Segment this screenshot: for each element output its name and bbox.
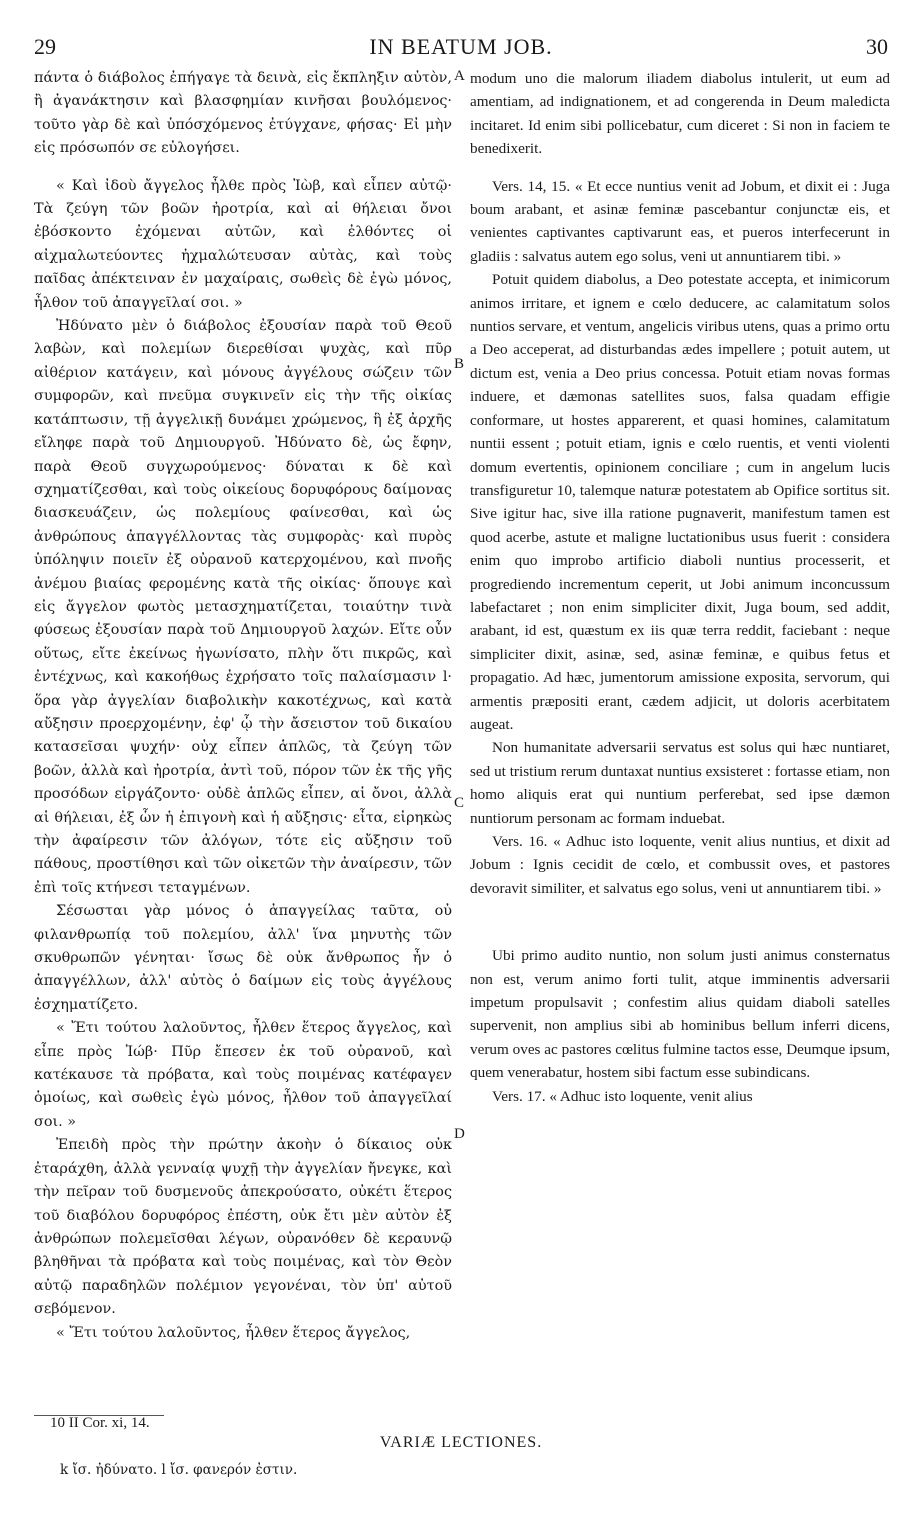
latin-paragraph: Vers. 16. « Adhuc isto loquente, venit alius nuntius, et dixit ad Jobum : Ignis cecidit de cœlo, et combussit oves, et pastores devoravit similiter, et salvatus ego solus, veni ut annuntiarem tibi. » <box>470 833 890 897</box>
running-header <box>34 34 888 62</box>
greek-column <box>34 67 452 1345</box>
greek-paragraph: Σέσωσται γὰρ μόνος ὁ ἀπαγγείλας ταῦτα, οὐ φιλανθρωπίᾳ τοῦ πολεμίου, ἀλλ' ἵνα μηνυτὴς τῶν σκυθρωπῶν γένηται· ἴσως δὲ οὐκ ἄνθρωπος ἦν ὁ ἀπαγγέλλων, ἀλλ' αὐτὸς ὁ δαίμων εἰς τοὺς ἀγγέλους ἐσχηματίζετο. <box>34 903 452 1013</box>
footnote: 10 II Cor. xi, 14. <box>50 1415 150 1431</box>
margin-letter-a: A <box>454 68 465 84</box>
latin-paragraph: Vers. 14, 15. « Et ecce nuntius venit ad Jobum, et dixit ei : Juga boum arabant, et asinæ feminæ pascebantur conjunctæ eis, et venientes captivantes captivarunt eas, et pueros interfecerunt in gladiis : salvatus autem ego solus, veni ut annuntiarem tibi. » <box>470 177 890 265</box>
greek-paragraph: « Ἔτι τούτου λαλοῦντος, ἦλθεν ἕτερος ἄγγελος, καὶ εἶπε πρὸς Ἰώβ· Πῦρ ἔπεσεν ἐκ τοῦ οὐρανοῦ, καὶ κατέκαυσε τὰ πρόβατα, καὶ τοὺς ποιμένας κατέφαγεν ὁμοίως, καὶ σωθεὶς ἐγὼ μόνος, ἦλθον τοῦ ἀπαγγεῖλαί σοι. » <box>34 1020 452 1130</box>
page-number-left: 29 <box>34 34 56 59</box>
latin-paragraph: Non humanitate adversarii servatus est solus qui hæc nuntiaret, sed ut tristium rerum duntaxat nuntius exsisteret : fortasse etiam, non homo aliquis erat qui nuntium perferebat, sed ipse dæmon nuntiorum personam ac formam induebat. <box>470 739 890 827</box>
latin-paragraph: Ubi primo audito nuntio, non solum justi animus consternatus non est, verum animo forti tulit, atque imminentis adversarii impetum propulsavit ; confestim alius quidam diaboli satelles supervenit, non amplius sibi ab hominibus bellum inferri dicens, verum oves ac pastores cœlitus fulmine tactos esse, Deumque ipsum, quem venerabatur, hostem sibi factum esse subindicans. <box>470 947 890 1082</box>
page-number-right: 30 <box>866 34 888 59</box>
greek-paragraph: πάντα ὁ διάβολος ἐπήγαγε τὰ δεινὰ, εἰς ἔκπληξιν αὐτὸν, ἢ ἀγανάκτησιν καὶ βλασφημίαν κινῆσαι βουλόμενος· τοῦτο γὰρ δὲ καὶ ὑπόσχόμενος ἐτύγχανε, φήσας· Εἰ μὴν εἰς πρόσωπόν σε εὐλογήσει. <box>34 70 452 157</box>
latin-column <box>470 67 890 1108</box>
margin-letter-b: B <box>454 356 465 372</box>
variae-lectiones-note: k ἴσ. ἠδύνατο. l ἴσ. φανερόν ἐστιν. <box>60 1462 298 1478</box>
greek-paragraph: Ἐπειδὴ πρὸς τὴν πρώτην ἀκοὴν ὁ δίκαιος οὐκ ἐταράχθη, ἀλλὰ γενναίᾳ ψυχῇ τὴν ἀγγελίαν ἤνεγκε, καὶ τὴν πεῖραν τοῦ δυσμενοῦς ἀπεκρούσατο, οὐκέτι ἕτερος τοῦ διαβόλου δορυφόρος ἐπέστη, οὐκ ἔτι μὲν αὐτὸν ἐξ ἀνθρώπων πολεμεῖσθαι λέγων, οὐρανόθεν δὲ κεραυνῷ βληθῆναι τὰ πρόβατα καὶ τοὺς ποιμένας, καὶ τὸν Θεὸν αὐτῷ παραδηλῶν πολέμιον γεγονέναι, τὸν ὑπ' αὐτοῦ σεβόμενον. <box>34 1137 452 1318</box>
greek-paragraph: « Ἔτι τούτου λαλοῦντος, ἦλθεν ἕτερος ἄγγελος, <box>56 1324 411 1341</box>
margin-letter-d: D <box>454 1126 465 1142</box>
latin-paragraph: Potuit quidem diabolus, a Deo potestate accepta, et inimicorum animos irritare, et ignem e cœlo deducere, ac calamitatum solos nuntios servare, et ventum, angelicis viribus utens, quas a primo ortu a Deo acceperat, ad disturbandas ædes impellere ; potuit autem, ut dictum est, venia a Deo prius concessa. Potuit etiam novas formas induere, et dæmonas satellites suos, falsa quadam effigie conformare, ut hostes apparerent, et quasi homines, calamitatum nuntii essent ; potuit etiam, ignis e cœlo ruentis, et venti violenti domum evertentis, opinionem conciliare ; cum in angelum lucis transfiguretur 10, talemque naturæ potestatem ab Opifice sortitus sit. Sive igitur hac, sive illa ratione pugnaverit, manifestum tamen est quod acerbe, astute et maligne luctationibus usus fuerit : considera enim quo improbo artificio diaboli nuntius processerit, et progrediendo incrementum ceperit, ut Jobi animum inconcussum labefactaret ; non enim simpliciter dixit, Juga boum, sed addit, arabant, id est, quæstum ex iis quæ terra reddit, faciebant : neque simpliciter dixit, asinæ, sed, asinæ feminæ, e quibus fetus et propagatio. Ad hæc, jumentorum amissione exposita, servorum, qui armentis præpositi erant, cædem adjicit, ut doloris acerbitatem augeat. <box>470 271 890 733</box>
latin-paragraph: modum uno die malorum iliadem diabolus intulerit, ut eum ad amentiam, ad indignationem, et ad congerenda in Deum maledicta incitaret. Id enim sibi pollicebatur, cum diceret : Si non in faciem te benedixerit. <box>470 70 890 158</box>
variae-lectiones-title: VARIÆ LECTIONES. <box>379 1434 543 1451</box>
greek-paragraph: « Καὶ ἰδοὺ ἄγγελος ἦλθε πρὸς Ἰὼβ, καὶ εἶπεν αὐτῷ· Τὰ ζεύγη τῶν βοῶν ἠροτρία, καὶ αἱ θήλειαι ὄνοι ἐβόσκοντο ἐχόμεναι αὐτῶν, καὶ ἐλθόντες οἱ αἰχμαλωτεύοντες ἠχμαλώτευσαν αὐτὰς, καὶ τοὺς παῖδας ἀπέκτειναν ἐν μαχαίραις, σωθεὶς δὲ ἐγὼ μόνος, ἦλθον τοῦ ἀπαγγεῖλαί σοι. » <box>34 177 452 311</box>
margin-letter-c: C <box>454 795 465 811</box>
greek-paragraph: Ἠδύνατο μὲν ὁ διάβολος ἐξουσίαν παρὰ τοῦ Θεοῦ λαβὼν, καὶ πολεμίων διερεθίσαι ψυχὰς, καὶ πῦρ αἰθέριον κατάγειν, καὶ μόνους ἀγγέλους σώζειν τῶν συμφορῶν, καὶ πνεῦμα συγκινεῖν εἰς τὴν τῆς οἰκίας κατάπτωσιν, τῇ ἀγγελικῇ δυνάμει χρώμενος, ἣ ἐξ ἀρχῆς εἴληφε παρὰ τοῦ Δημιουργοῦ. Ἠδύνατο δὲ, ὡς ἔφην, παρὰ Θεοῦ συγχωρούμενος· δύναται κ δὲ καὶ σχηματίζεσθαι, καὶ τοὺς οἰκείους δορυφόρους δαίμονας διασκευάζειν, ὡς πολεμίους φαίνεσθαι, καὶ ὡς ἀνθρώπους ἀπαγγέλλοντας τὰς συμφορὰς· καὶ πυρὸς ὑπόληψιν ποιεῖν ἐξ οὐρανοῦ κατερχομένου, καὶ πνοῆς ἀνέμου βιαίας φερομένης κατὰ τῆς οἰκίας· ὅπουγε καὶ εἰς ἄγγελον φωτὸς μετασχηματίζεται, τοιαύτην τινὰ φύσεως ἐξουσίαν παρὰ τοῦ Δημιουργοῦ λαχών. Εἴτε οὖν οὕτως, εἴτε ἐκείνως ἠγωνίσατο, πλὴν ὅτι πικρῶς, καὶ ἐντέχνως, καὶ κακοήθως ἐχρήσατο τοῖς παλαίσμασιν l· ὅρα γὰρ ἀγγελίαν διαβολικὴν κακοτέχνως, καὶ κατὰ αὔξησιν προερχομένην, ἐφ' ᾧ τὴν ἄσειστον τοῦ δικαίου κατασεῖσαι ψυχήν· οὐχ εἶπεν ἁπλῶς, τὰ ζεύγη τῶν βοῶν, ἀλλὰ καὶ ἠροτρία, ἀντὶ τοῦ, πόρον τῶν ἐκ τῆς γῆς προσόδων εἰργάζοντο· οὐδὲ ἁπλῶς εἶπεν, αἱ ὄνοι, ἀλλὰ αἱ θήλειαι, ἐξ ὧν ἡ ἐπιγονὴ καὶ ἡ αὔξησις· εἶτα, εἰρηκὼς τὴν ἀφαίρεσιν τῶν ἀλόγων, τότε εἰς αὔξησιν τοῦ πάθους, προστίθησι καὶ τῶν οἰκετῶν τὴν ἀναίρεσιν, τῶν ἐπὶ τοῖς κτήνεσι τεταγμένων. <box>34 318 452 896</box>
latin-paragraph: Vers. 17. « Adhuc isto loquente, venit alius <box>492 1087 753 1105</box>
running-title: IN BEATUM JOB. <box>369 34 553 59</box>
